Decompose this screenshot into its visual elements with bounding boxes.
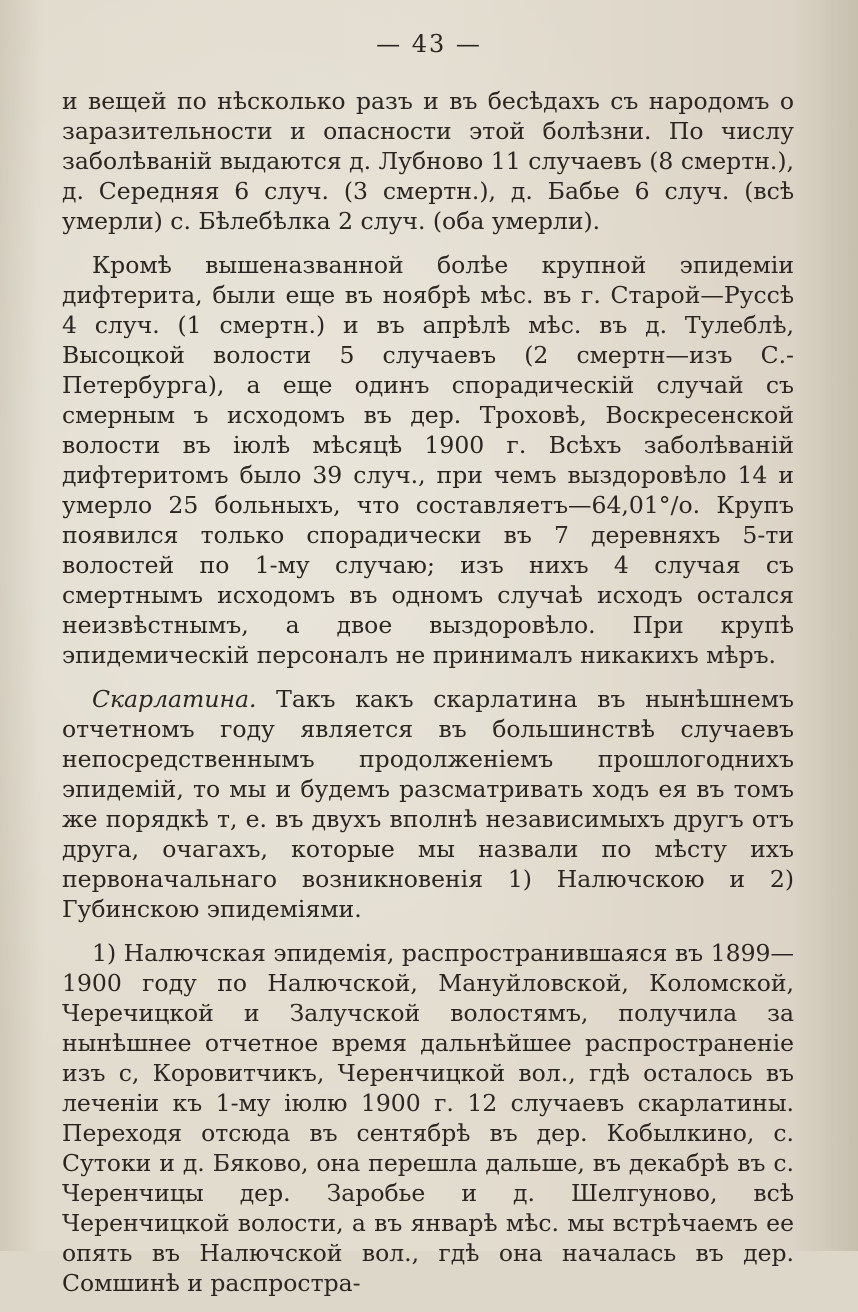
page-body (62, 86, 794, 1312)
paragraph-scarlatina (62, 684, 794, 924)
section-heading-scarlatina: Скарлатина. (92, 685, 257, 713)
paragraph-diphtheria: Кромѣ вышеназванной болѣе крупной эпидеміи дифтерита, были еще въ ноябрѣ мѣс. въ г. Старой—Руссѣ 4 случ. (1 смертн.) и въ апрѣлѣ мѣс. въ д. Тулеблѣ, Высоцкой волости 5 случаевъ (2 смертн—изъ С.-Петербурга), а еще одинъ спорадическій случай съ смерным ъ исходомъ въ дер. Троховѣ, Воскресенской волости въ іюлѣ мѣсяцѣ 1900 г. Всѣхъ заболѣваній дифтеритомъ было 39 случ., при чемъ выздоровѣло 14 и умерло 25 больныхъ, что составляетъ—64,01°/о. Крупъ появился только спорадически въ 7 деревняхъ 5-ти волостей по 1-му случаю; изъ нихъ 4 случая съ смертнымъ исходомъ въ одномъ случаѣ исходъ остался неизвѣстнымъ, а двое выздоровѣло. При крупѣ эпидемическій персоналъ не принималъ никакихъ мѣръ. (62, 251, 794, 669)
paragraph-naluch-epidemic: 1) Налючская эпидемія, распространившаяся въ 1899—1900 году по Налючской, Мануйловской, Коломской, Черечицкой и Залучской волостямъ, получила за нынѣшнее отчетное время дальнѣйшее распространеніе изъ с, Коровитчикъ, Черенчицкой вол., гдѣ осталось въ леченіи къ 1-му іюлю 1900 г. 12 случаевъ скарлатины. Переходя отсюда въ сентябрѣ въ дер. Кобылкино, с. Сутоки и д. Бяково, она перешла дальше, въ декабрѣ въ с. Черенчицы дер. Заробье и д. Шелгуново, всѣ Черенчицкой волости, а въ январѣ мѣс. мы встрѣчаемъ ее опять въ Налючской вол., гдѣ она началась въ дер. Сомшинѣ и распростра- (62, 939, 794, 1297)
paragraph-scarlatina-text: Такъ какъ скарлатина въ нынѣшнемъ отчетномъ году является въ большинствѣ случаевъ непосредственнымъ продолженіемъ прошлогоднихъ эпидемій, то мы и будемъ разсматривать ходъ ея въ томъ же порядкѣ т, е. въ двухъ вполнѣ независимыхъ другъ отъ друга, очагахъ, которые мы назвали по мѣсту ихъ первоначальнаго возникновенія 1) Налючскою и 2) Губинскою эпидеміями. (62, 685, 794, 923)
paragraph-continuation: и вещей по нѣсколько разъ и въ бесѣдахъ съ народомъ о заразительности и опасности этой болѣзни. По числу заболѣваній выдаются д. Лубново 11 случаевъ (8 смертн.), д. Середняя 6 случ. (3 смертн.), д. Бабье 6 случ. (всѣ умерли) с. Бѣлебѣлка 2 случ. (оба умерли). (62, 87, 794, 235)
page-number: — 43 — (376, 30, 482, 58)
